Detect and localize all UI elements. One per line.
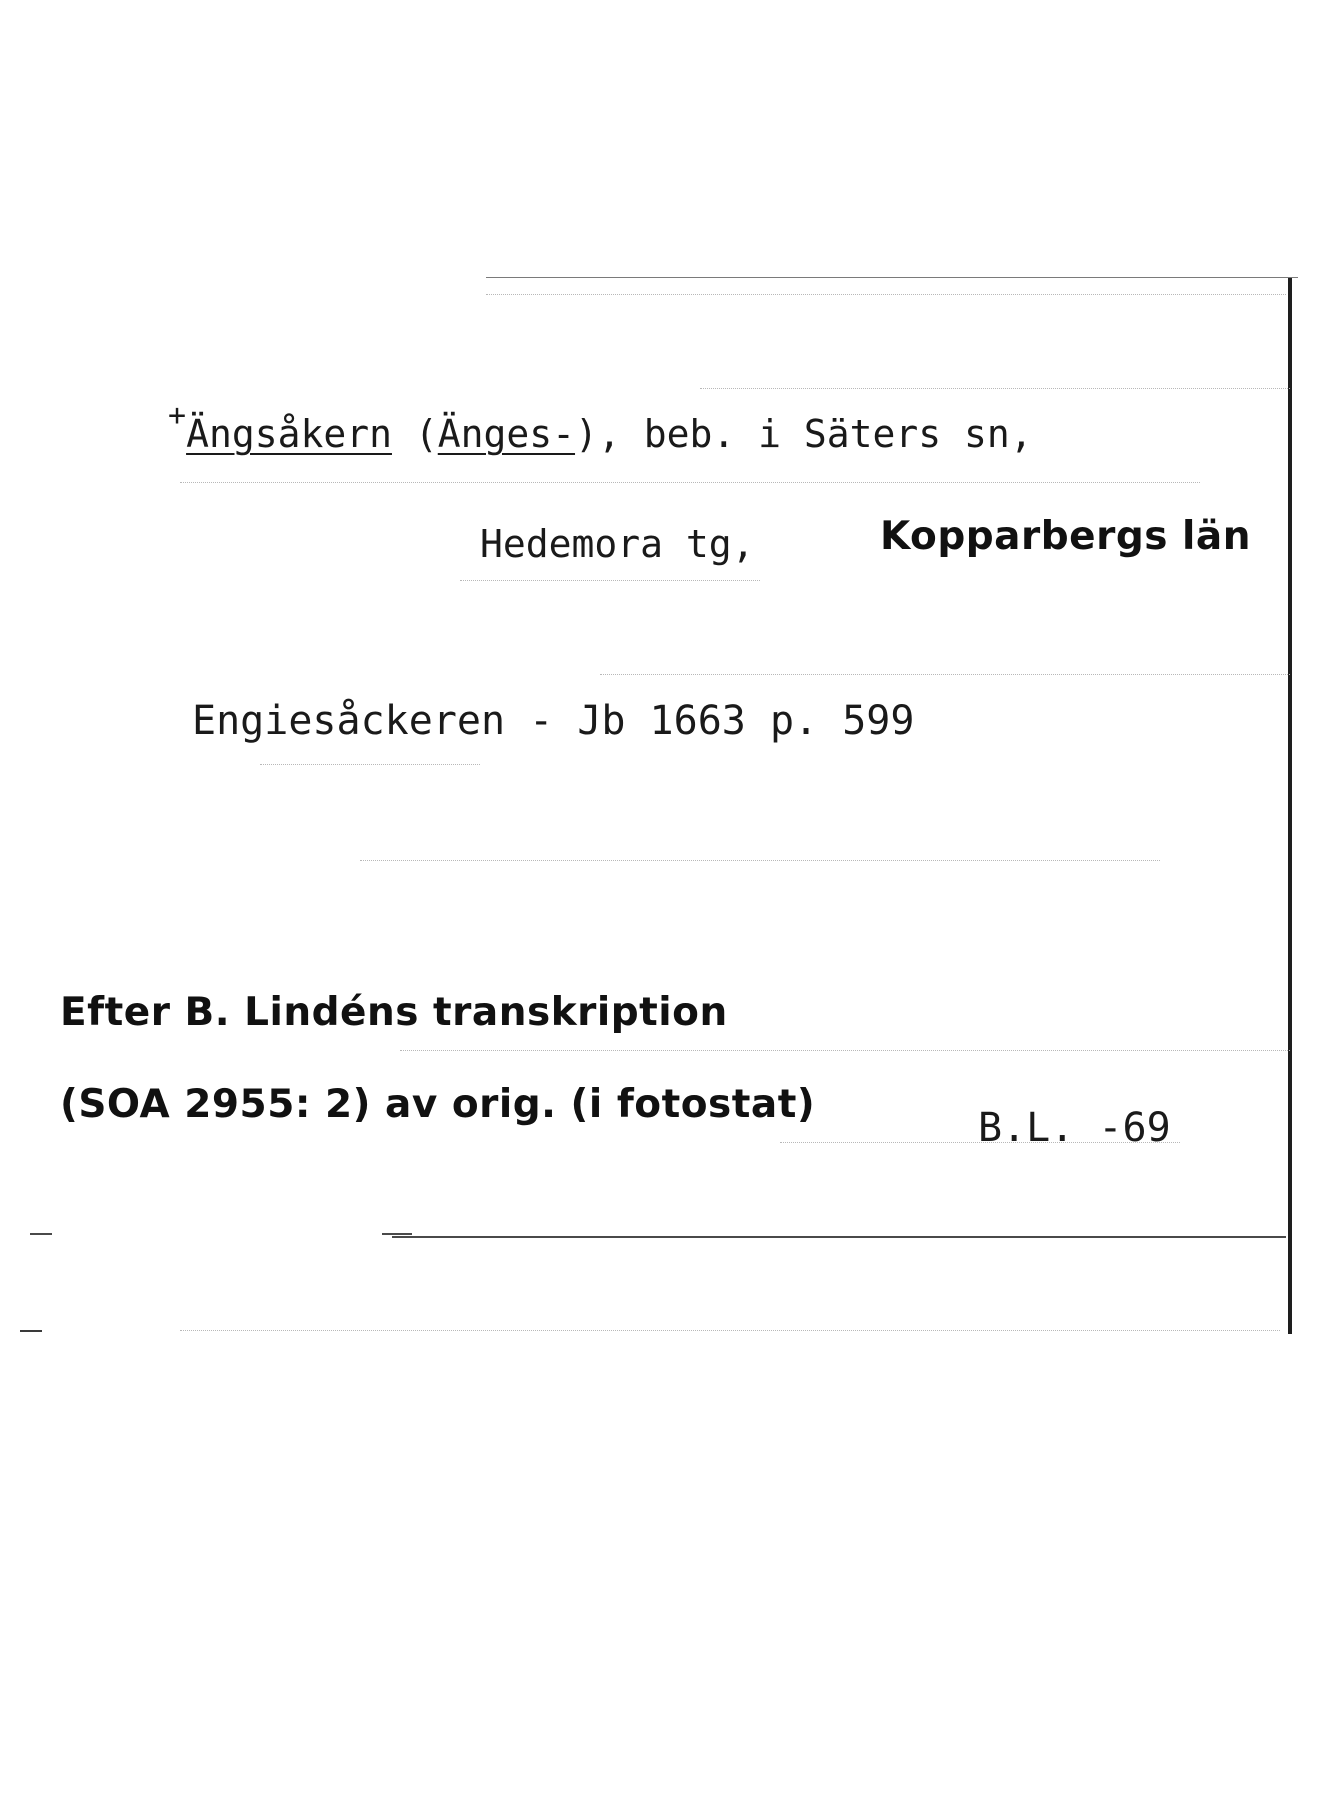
card-bottom-border: [392, 1236, 1286, 1238]
faint-rule: [360, 860, 1160, 861]
card-top-border: [486, 277, 1298, 278]
attestation: Engiesåckeren - Jb 1663 p. 599: [192, 698, 915, 744]
obsolete-marker: +: [168, 398, 187, 433]
faint-rule: [700, 388, 1290, 389]
place-name: Ängsåkern: [186, 412, 392, 456]
faint-rule: [486, 294, 1286, 295]
source-stamp-line-1: Efter B. Lindéns transkription: [60, 990, 728, 1035]
variant-close: ),: [575, 412, 621, 456]
location-text: beb. i Säters sn,: [643, 412, 1033, 456]
headword-line: [168, 398, 1033, 456]
faint-rule: [260, 764, 480, 765]
faint-rule: [600, 674, 1290, 675]
faint-rule: [180, 1330, 1280, 1331]
faint-rule: [460, 580, 760, 581]
faint-rule: [400, 1050, 1290, 1051]
variant-name: Änges-: [437, 412, 576, 456]
faint-rule: [180, 482, 1200, 483]
county-stamp: Kopparbergs län: [880, 514, 1251, 559]
district: Hedemora tg,: [480, 522, 755, 566]
card-right-border: [1288, 278, 1292, 1334]
card-bottom-border-fragment: [30, 1233, 52, 1235]
signature: B.L. -69: [978, 1105, 1171, 1151]
page-edge-mark: [20, 1330, 42, 1332]
card-bottom-border-fragment: [382, 1233, 412, 1235]
variant-open: (: [414, 412, 438, 456]
source-stamp-line-2: (SOA 2955: 2) av orig. (i fotostat): [60, 1082, 816, 1127]
